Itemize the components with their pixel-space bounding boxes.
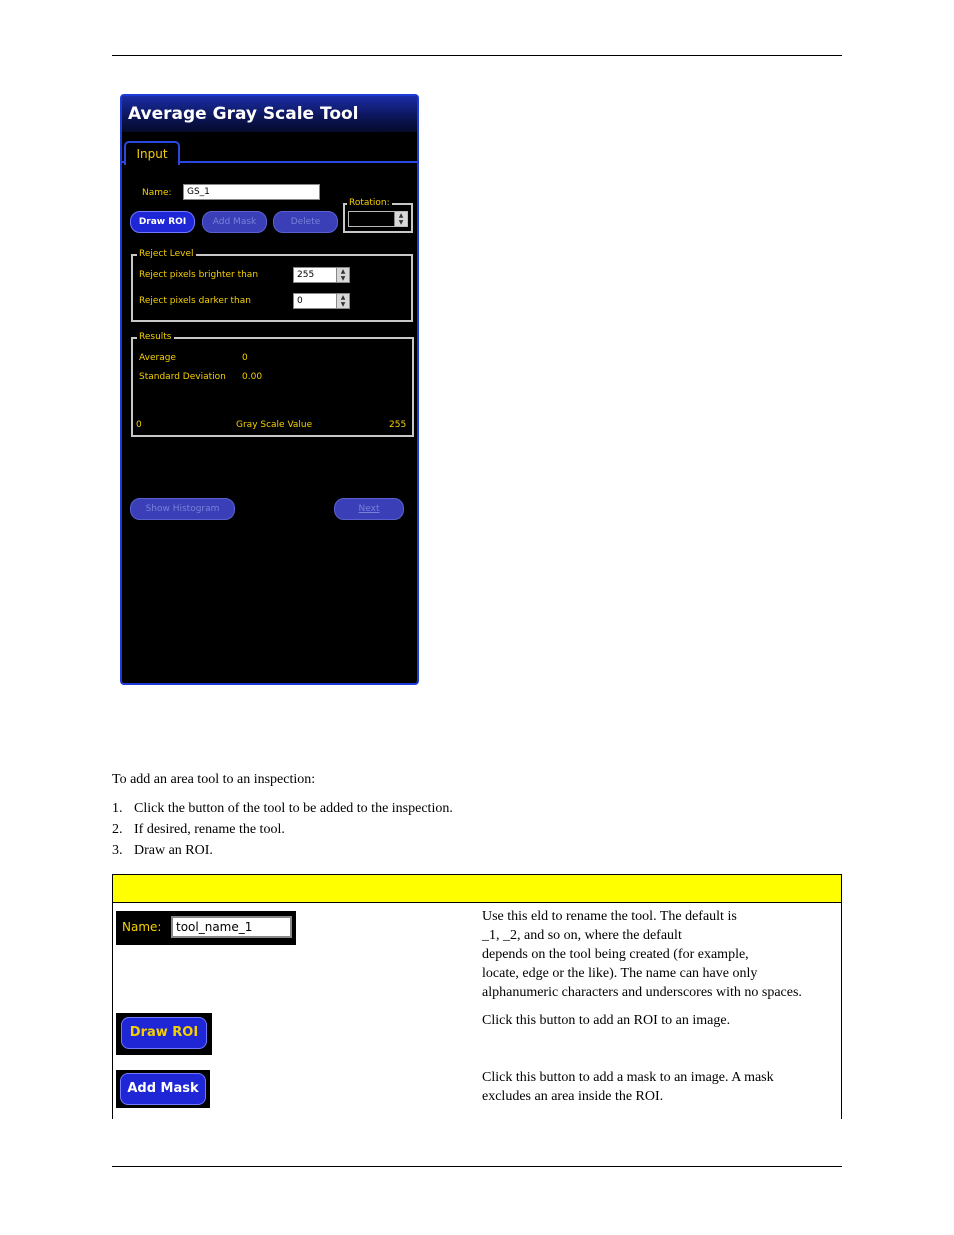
footer-rule [112, 1166, 842, 1167]
step-text: Click the button of the tool to be added to the inspection. [134, 801, 453, 816]
thumb-name-label: Name: [122, 920, 162, 934]
header-rule [112, 55, 842, 56]
reject-brighter-spinner[interactable] [293, 267, 350, 283]
reject-brighter-label: Reject pixels brighter than [139, 270, 259, 280]
rotation-label: Rotation: [349, 198, 390, 208]
reject-darker-spinner[interactable] [293, 293, 350, 309]
rotation-spin-arrows[interactable]: ▲ ▼ [394, 212, 407, 226]
desc-line: Click this button to add an ROI to an image. [482, 1013, 731, 1028]
axis-min-label: 0 [136, 420, 142, 430]
reject-darker-spin-arrows[interactable]: ▲ ▼ [336, 294, 349, 308]
name-input[interactable]: GS_1 [183, 184, 320, 200]
reject-brighter-spin-arrows[interactable]: ▲ ▼ [336, 268, 349, 282]
add-mask-thumbnail [116, 1070, 210, 1108]
step-text: If desired, rename the tool. [134, 822, 285, 837]
reject-level-group [131, 249, 413, 322]
next-label: Next [358, 504, 380, 514]
show-histogram-button[interactable]: Show Histogram [130, 498, 235, 520]
reject-darker-value: 0 [297, 296, 303, 306]
axis-max-label: 255 [389, 420, 407, 430]
tab-input[interactable]: Input [124, 141, 180, 165]
reject-level-title: Reject Level [139, 249, 194, 259]
step-number: 3. [112, 843, 123, 858]
next-button[interactable] [334, 498, 404, 520]
desc-line: Use this eld to rename the tool. The default is [482, 909, 737, 924]
stddev-label: Standard Deviation [139, 372, 226, 382]
reject-brighter-value: 255 [297, 270, 315, 280]
desc-line: excludes an area inside the ROI. [482, 1089, 664, 1104]
desc-line: locate, edge or the like). The name can have only [482, 966, 758, 981]
draw-roi-sample-button: Draw ROI [121, 1017, 207, 1049]
step-number: 2. [112, 822, 123, 837]
desc-line: Click this button to add a mask to an image. A mask [482, 1070, 774, 1085]
thumb-name-field: tool_name_1 [171, 916, 292, 938]
rotation-spinner[interactable] [348, 211, 408, 227]
table-header [112, 874, 842, 903]
step-number: 1. [112, 801, 123, 816]
delete-button[interactable]: Delete [273, 211, 338, 233]
add-mask-button[interactable]: Add Mask [202, 211, 267, 233]
draw-roi-button[interactable]: Draw ROI [130, 211, 195, 233]
average-label: Average [139, 353, 176, 363]
panel-title: Average Gray Scale Tool [122, 96, 417, 132]
average-gray-scale-tool-panel [120, 94, 419, 685]
desc-line: _1, _2, and so on, where the default [482, 928, 682, 943]
desc-line: alphanumeric characters and underscores with no spaces. [482, 985, 802, 1000]
desc-line: depends on the tool being created (for example, [482, 947, 749, 962]
controls-table [112, 874, 842, 1119]
average-value: 0 [242, 353, 248, 363]
stddev-value: 0.00 [242, 372, 263, 382]
draw-roi-thumbnail [116, 1013, 212, 1055]
step-text: Draw an ROI. [134, 843, 213, 858]
axis-title: Gray Scale Value [236, 420, 313, 430]
name-label: Name: [142, 188, 172, 198]
intro-text: To add an area tool to an inspection: [112, 772, 316, 787]
rotation-group [343, 198, 413, 233]
add-mask-sample-button: Add Mask [120, 1073, 206, 1105]
results-title: Results [139, 332, 172, 342]
reject-darker-label: Reject pixels darker than [139, 296, 251, 306]
name-field-thumbnail [116, 911, 296, 945]
results-group [131, 332, 414, 437]
